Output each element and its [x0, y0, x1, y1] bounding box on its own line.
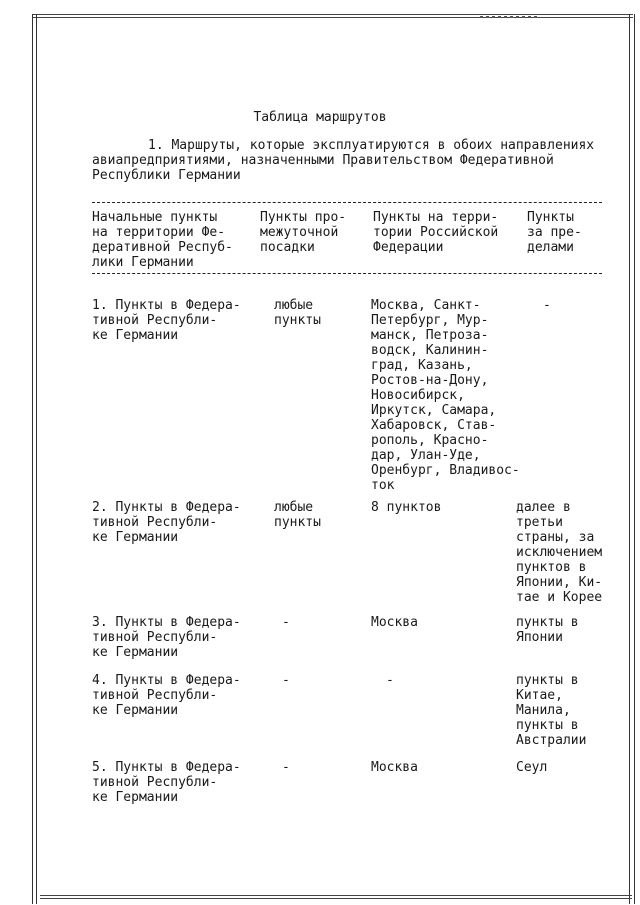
row-2-intermediate: любые пункты	[274, 500, 321, 530]
row-4-beyond: пункты в Китае, Манила, пункты в Австралии	[516, 673, 587, 748]
row-5-intermediate: -	[282, 760, 290, 775]
header-russia-points: Пункты на терри- тории Российской Федерации	[373, 210, 499, 255]
row-3-beyond: пункты в Японии	[516, 615, 579, 645]
document-title: Таблица маршрутов	[253, 110, 387, 125]
row-1-intermediate: любые пункты	[274, 298, 321, 328]
row-5-beyond: Сеул	[516, 760, 548, 775]
row-5-start: 5. Пункты в Федера- тивной Республи- ке Германии	[92, 760, 241, 805]
table-top-rule	[92, 202, 602, 203]
intro-line-2: авиапредприятиями, назначенными Правительством Федеративной	[92, 153, 554, 168]
row-5-russia: Москва	[371, 760, 418, 775]
row-1-russia: Москва, Санкт- Петербург, Мур- манск, Петроза- водск, Калинин- град, Казань, Ростов-на-Дону, Новосибирск, Иркутск, Самара, Хабаровск, Став- рополь, Красно- дар, Улан-Уде, Оренбург, Владивос- ток	[371, 298, 520, 493]
row-3-russia: Москва	[371, 615, 418, 630]
row-2-start: 2. Пункты в Федера- тивной Республи- ке Германии	[92, 500, 241, 545]
row-4-start: 4. Пункты в Федера- тивной Республи- ке Германии	[92, 673, 241, 718]
row-1-start: 1. Пункты в Федера- тивной Республи- ке Германии	[92, 298, 241, 343]
page-frame-bottom	[40, 895, 632, 899]
page-frame-left	[32, 14, 37, 904]
page-frame-right	[629, 14, 635, 904]
row-4-intermediate: -	[282, 673, 290, 688]
row-3-intermediate: -	[282, 615, 290, 630]
header-intermediate-points: Пункты про- межуточной посадки	[260, 210, 347, 255]
intro-paragraph	[92, 138, 596, 183]
page-frame-top	[33, 14, 633, 18]
scan-mark	[480, 16, 540, 18]
row-4-russia: -	[386, 673, 394, 688]
table-header-rule	[92, 273, 602, 274]
intro-line-1: 1. Маршруты, которые эксплуатируются в обоих направлениях	[148, 138, 595, 153]
intro-line-3: Республики Германии	[92, 168, 241, 183]
row-3-start: 3. Пункты в Федера- тивной Республи- ке Германии	[92, 615, 241, 660]
header-beyond-points: Пункты за пре- делами	[527, 210, 582, 255]
header-start-points: Начальные пункты на территории Фе- деративной Респуб- лики Германии	[92, 210, 233, 270]
row-2-beyond: далее в третьи страны, за исключением пунктов в Японии, Ки- тае и Корее	[516, 500, 603, 605]
row-1-beyond: -	[543, 298, 551, 313]
row-2-russia: 8 пунктов	[371, 500, 442, 515]
